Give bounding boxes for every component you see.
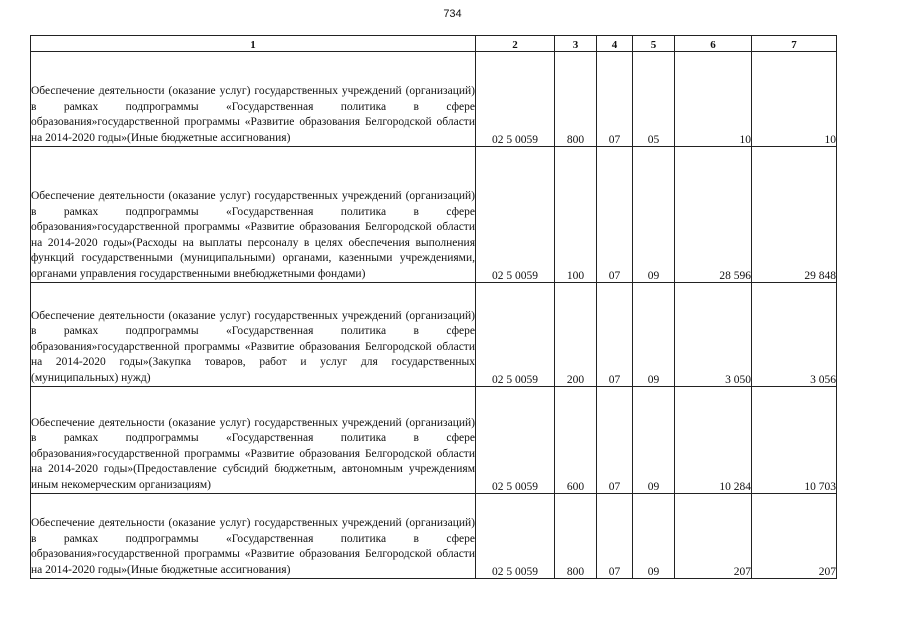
section-code: 07 (597, 494, 633, 579)
table-header-row (31, 36, 837, 52)
column-header: 5 (633, 36, 675, 52)
subsection-code: 09 (633, 387, 675, 494)
expense-type: 800 (555, 52, 597, 147)
table-row (31, 494, 837, 579)
amount-2: 10 703 (752, 387, 837, 494)
amount-2: 29 848 (752, 147, 837, 283)
table-row (31, 283, 837, 387)
column-header: 1 (31, 36, 476, 52)
budget-table (30, 35, 837, 579)
amount-1: 28 596 (675, 147, 752, 283)
section-code: 07 (597, 283, 633, 387)
row-description: Обеспечение деятельности (оказание услуг) государственных учреждений (организаций) в рамках подпрограммы «Государственная политика в сфере образования»государственной программы «Развитие образования Белгородской области на 2014-2020 годы»(Иные бюджетные ассигнования) (31, 52, 476, 147)
subsection-code: 05 (633, 52, 675, 147)
column-header: 3 (555, 36, 597, 52)
expense-type: 100 (555, 147, 597, 283)
column-header: 7 (752, 36, 837, 52)
amount-1: 3 050 (675, 283, 752, 387)
column-header: 6 (675, 36, 752, 52)
expense-type: 200 (555, 283, 597, 387)
amount-2: 207 (752, 494, 837, 579)
amount-1: 10 284 (675, 387, 752, 494)
row-description: Обеспечение деятельности (оказание услуг) государственных учреждений (организаций) в рамках подпрограммы «Государственная политика в сфере образования»государственной программы «Развитие образования Белгородской области на 2014-2020 годы»(Предоставление субсидий бюджетным, автономным учреждениям иным некомерческим организациям) (31, 387, 476, 494)
subsection-code: 09 (633, 147, 675, 283)
target-code: 02 5 0059 (476, 52, 555, 147)
target-code: 02 5 0059 (476, 387, 555, 494)
column-header: 4 (597, 36, 633, 52)
row-description: Обеспечение деятельности (оказание услуг) государственных учреждений (организаций) в рамках подпрограммы «Государственная политика в сфере образования»государственной программы «Развитие образования Белгородской области на 2014-2020 годы»(Расходы на выплаты персоналу в целях обеспечения выполнения функций государственными (муниципальными) органами, казенными учреждениями, органами управления государственными внебюджетными фондами) (31, 147, 476, 283)
column-header: 2 (476, 36, 555, 52)
row-description: Обеспечение деятельности (оказание услуг) государственных учреждений (организаций) в рамках подпрограммы «Государственная политика в сфере образования»государственной программы «Развитие образования Белгородской области на 2014-2020 годы»(Закупка товаров, работ и услуг для государственных (муниципальных) нужд) (31, 283, 476, 387)
amount-2: 3 056 (752, 283, 837, 387)
target-code: 02 5 0059 (476, 494, 555, 579)
page-number: 734 (443, 8, 462, 20)
section-code: 07 (597, 147, 633, 283)
subsection-code: 09 (633, 283, 675, 387)
target-code: 02 5 0059 (476, 147, 555, 283)
expense-type: 800 (555, 494, 597, 579)
amount-1: 10 (675, 52, 752, 147)
table-row (31, 147, 837, 283)
row-description: Обеспечение деятельности (оказание услуг) государственных учреждений (организаций) в рамках подпрограммы «Государственная политика в сфере образования»государственной программы «Развитие образования Белгородской области на 2014-2020 годы»(Иные бюджетные ассигнования) (31, 494, 476, 579)
section-code: 07 (597, 387, 633, 494)
expense-type: 600 (555, 387, 597, 494)
amount-1: 207 (675, 494, 752, 579)
amount-2: 10 (752, 52, 837, 147)
table-row (31, 387, 837, 494)
table-row (31, 52, 837, 147)
subsection-code: 09 (633, 494, 675, 579)
target-code: 02 5 0059 (476, 283, 555, 387)
section-code: 07 (597, 52, 633, 147)
